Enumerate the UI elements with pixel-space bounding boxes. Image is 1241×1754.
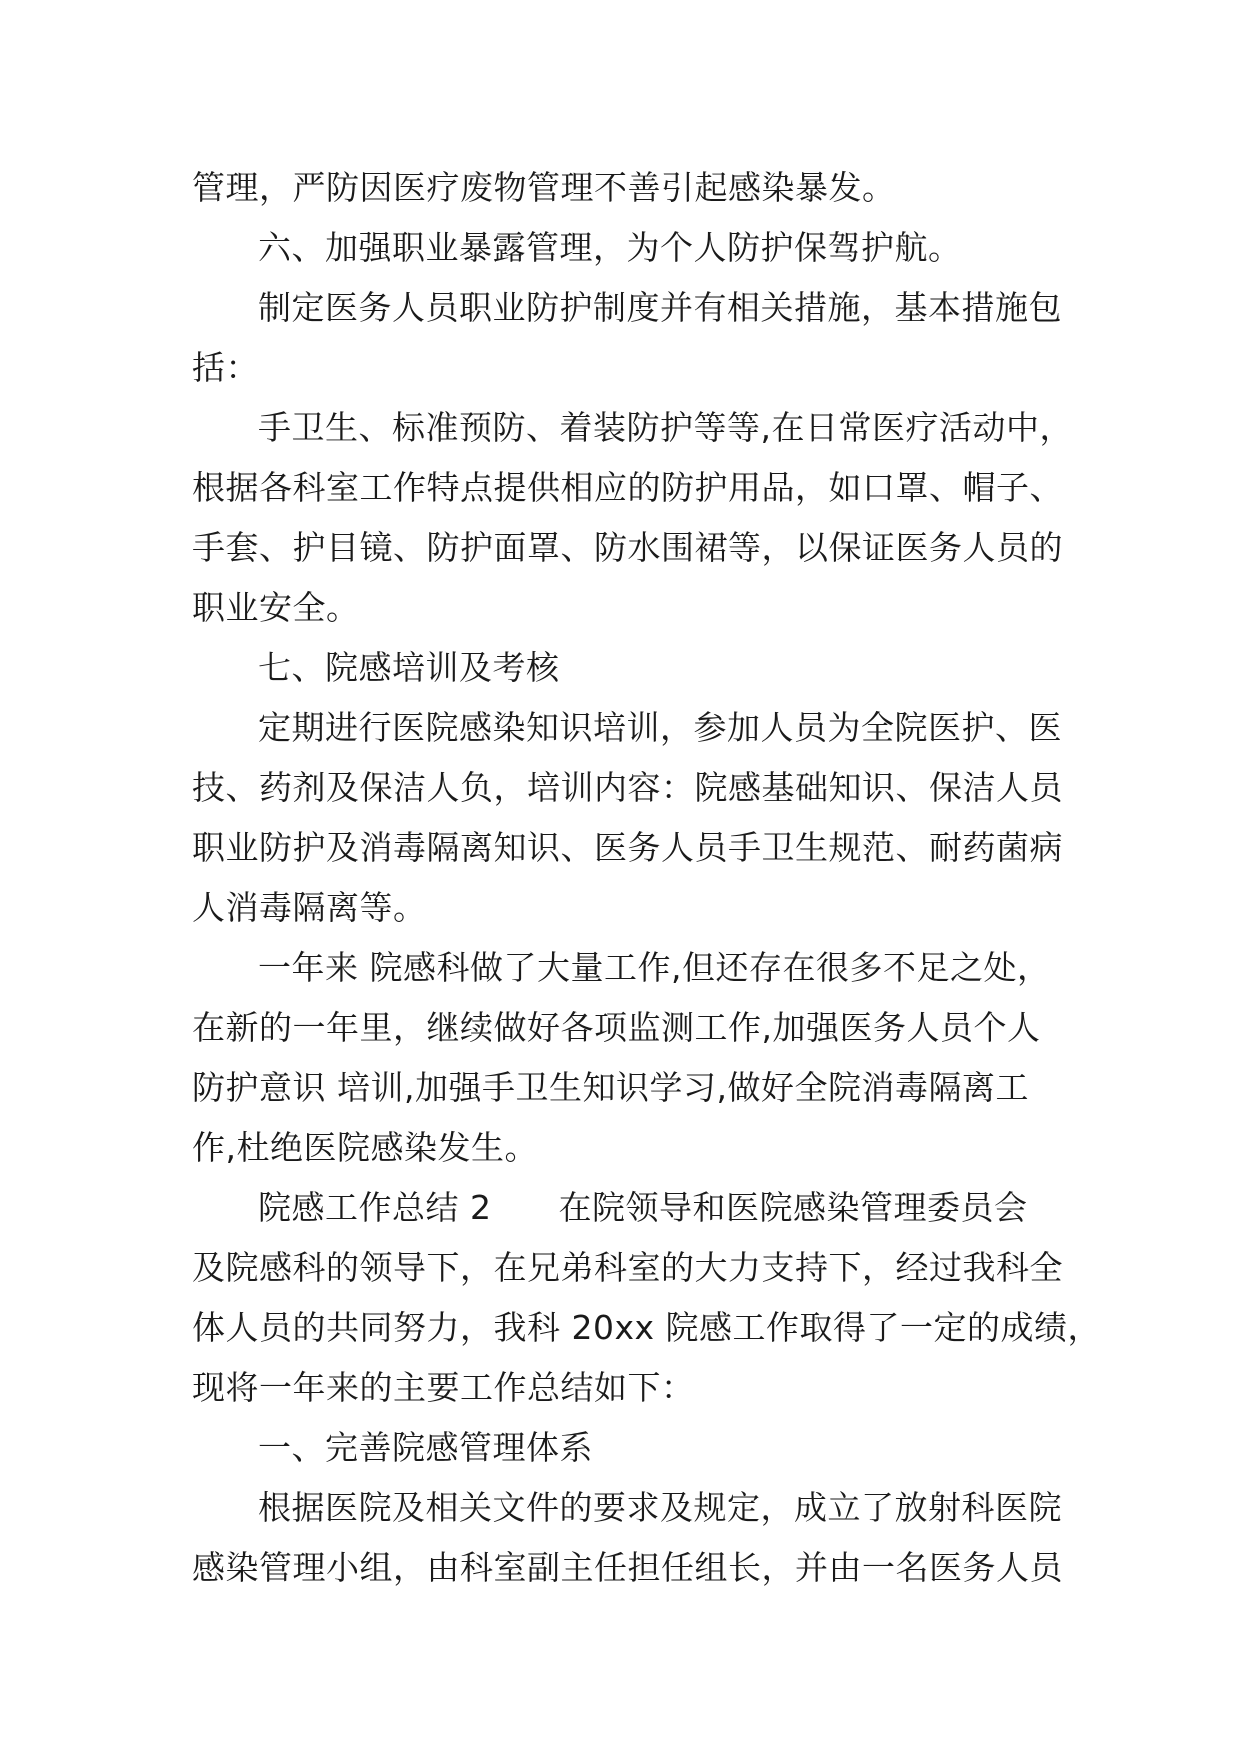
text-line: 制定医务人员职业防护制度并有相关措施，基本措施包 (258, 288, 1062, 327)
text-line: 现将一年来的主要工作总结如下： (192, 1368, 695, 1407)
text-line: 定期进行医院感染知识培训，参加人员为全院医护、医 (258, 708, 1062, 747)
text-line: 管理，严防因医疗废物管理不善引起感染暴发。 (192, 168, 896, 207)
text-line: 职业安全。 (192, 588, 360, 627)
text-line: 手套、护目镜、防护面罩、防水围裙等，以保证医务人员的 (192, 528, 1063, 567)
text-line: 防护意识 培训,加强手卫生知识学习,做好全院消毒隔离工 (192, 1068, 1029, 1107)
text-line: 感染管理小组，由科室副主任担任组长，并由一名医务人员 (192, 1548, 1063, 1587)
text-line: 一年来 院感科做了大量工作,但还存在很多不足之处， (258, 948, 1051, 987)
text-line: 作,杜绝医院感染发生。 (192, 1128, 538, 1167)
text-line: 括： (192, 348, 259, 387)
section-heading: 一、完善院感管理体系 (258, 1428, 593, 1467)
document-body (192, 158, 1102, 1598)
text-line: 技、药剂及保洁人负，培训内容：院感基础知识、保洁人员 (192, 768, 1063, 807)
text-line: 根据医院及相关文件的要求及规定，成立了放射科医院 (258, 1488, 1062, 1527)
text-line: 在新的一年里，继续做好各项监测工作,加强医务人员个人 (192, 1008, 1041, 1047)
section-heading: 七、院感培训及考核 (258, 648, 560, 687)
text-line: 根据各科室工作特点提供相应的防护用品，如口罩、帽子、 (192, 468, 1063, 507)
text-line: 职业防护及消毒隔离知识、医务人员手卫生规范、耐药菌病 (192, 828, 1063, 867)
text-line: 及院感科的领导下，在兄弟科室的大力支持下，经过我科全 (192, 1248, 1063, 1287)
text-line: 人消毒隔离等。 (192, 888, 427, 927)
summary-title-line: 院感工作总结 2 在院领导和医院感染管理委员会 (258, 1188, 1028, 1227)
section-heading: 六、加强职业暴露管理，为个人防护保驾护航。 (258, 228, 962, 267)
text-line: 手卫生、标准预防、着装防护等等,在日常医疗活动中， (258, 408, 1073, 447)
text-line: 体人员的共同努力，我科 20xx 院感工作取得了一定的成绩， (192, 1308, 1102, 1347)
